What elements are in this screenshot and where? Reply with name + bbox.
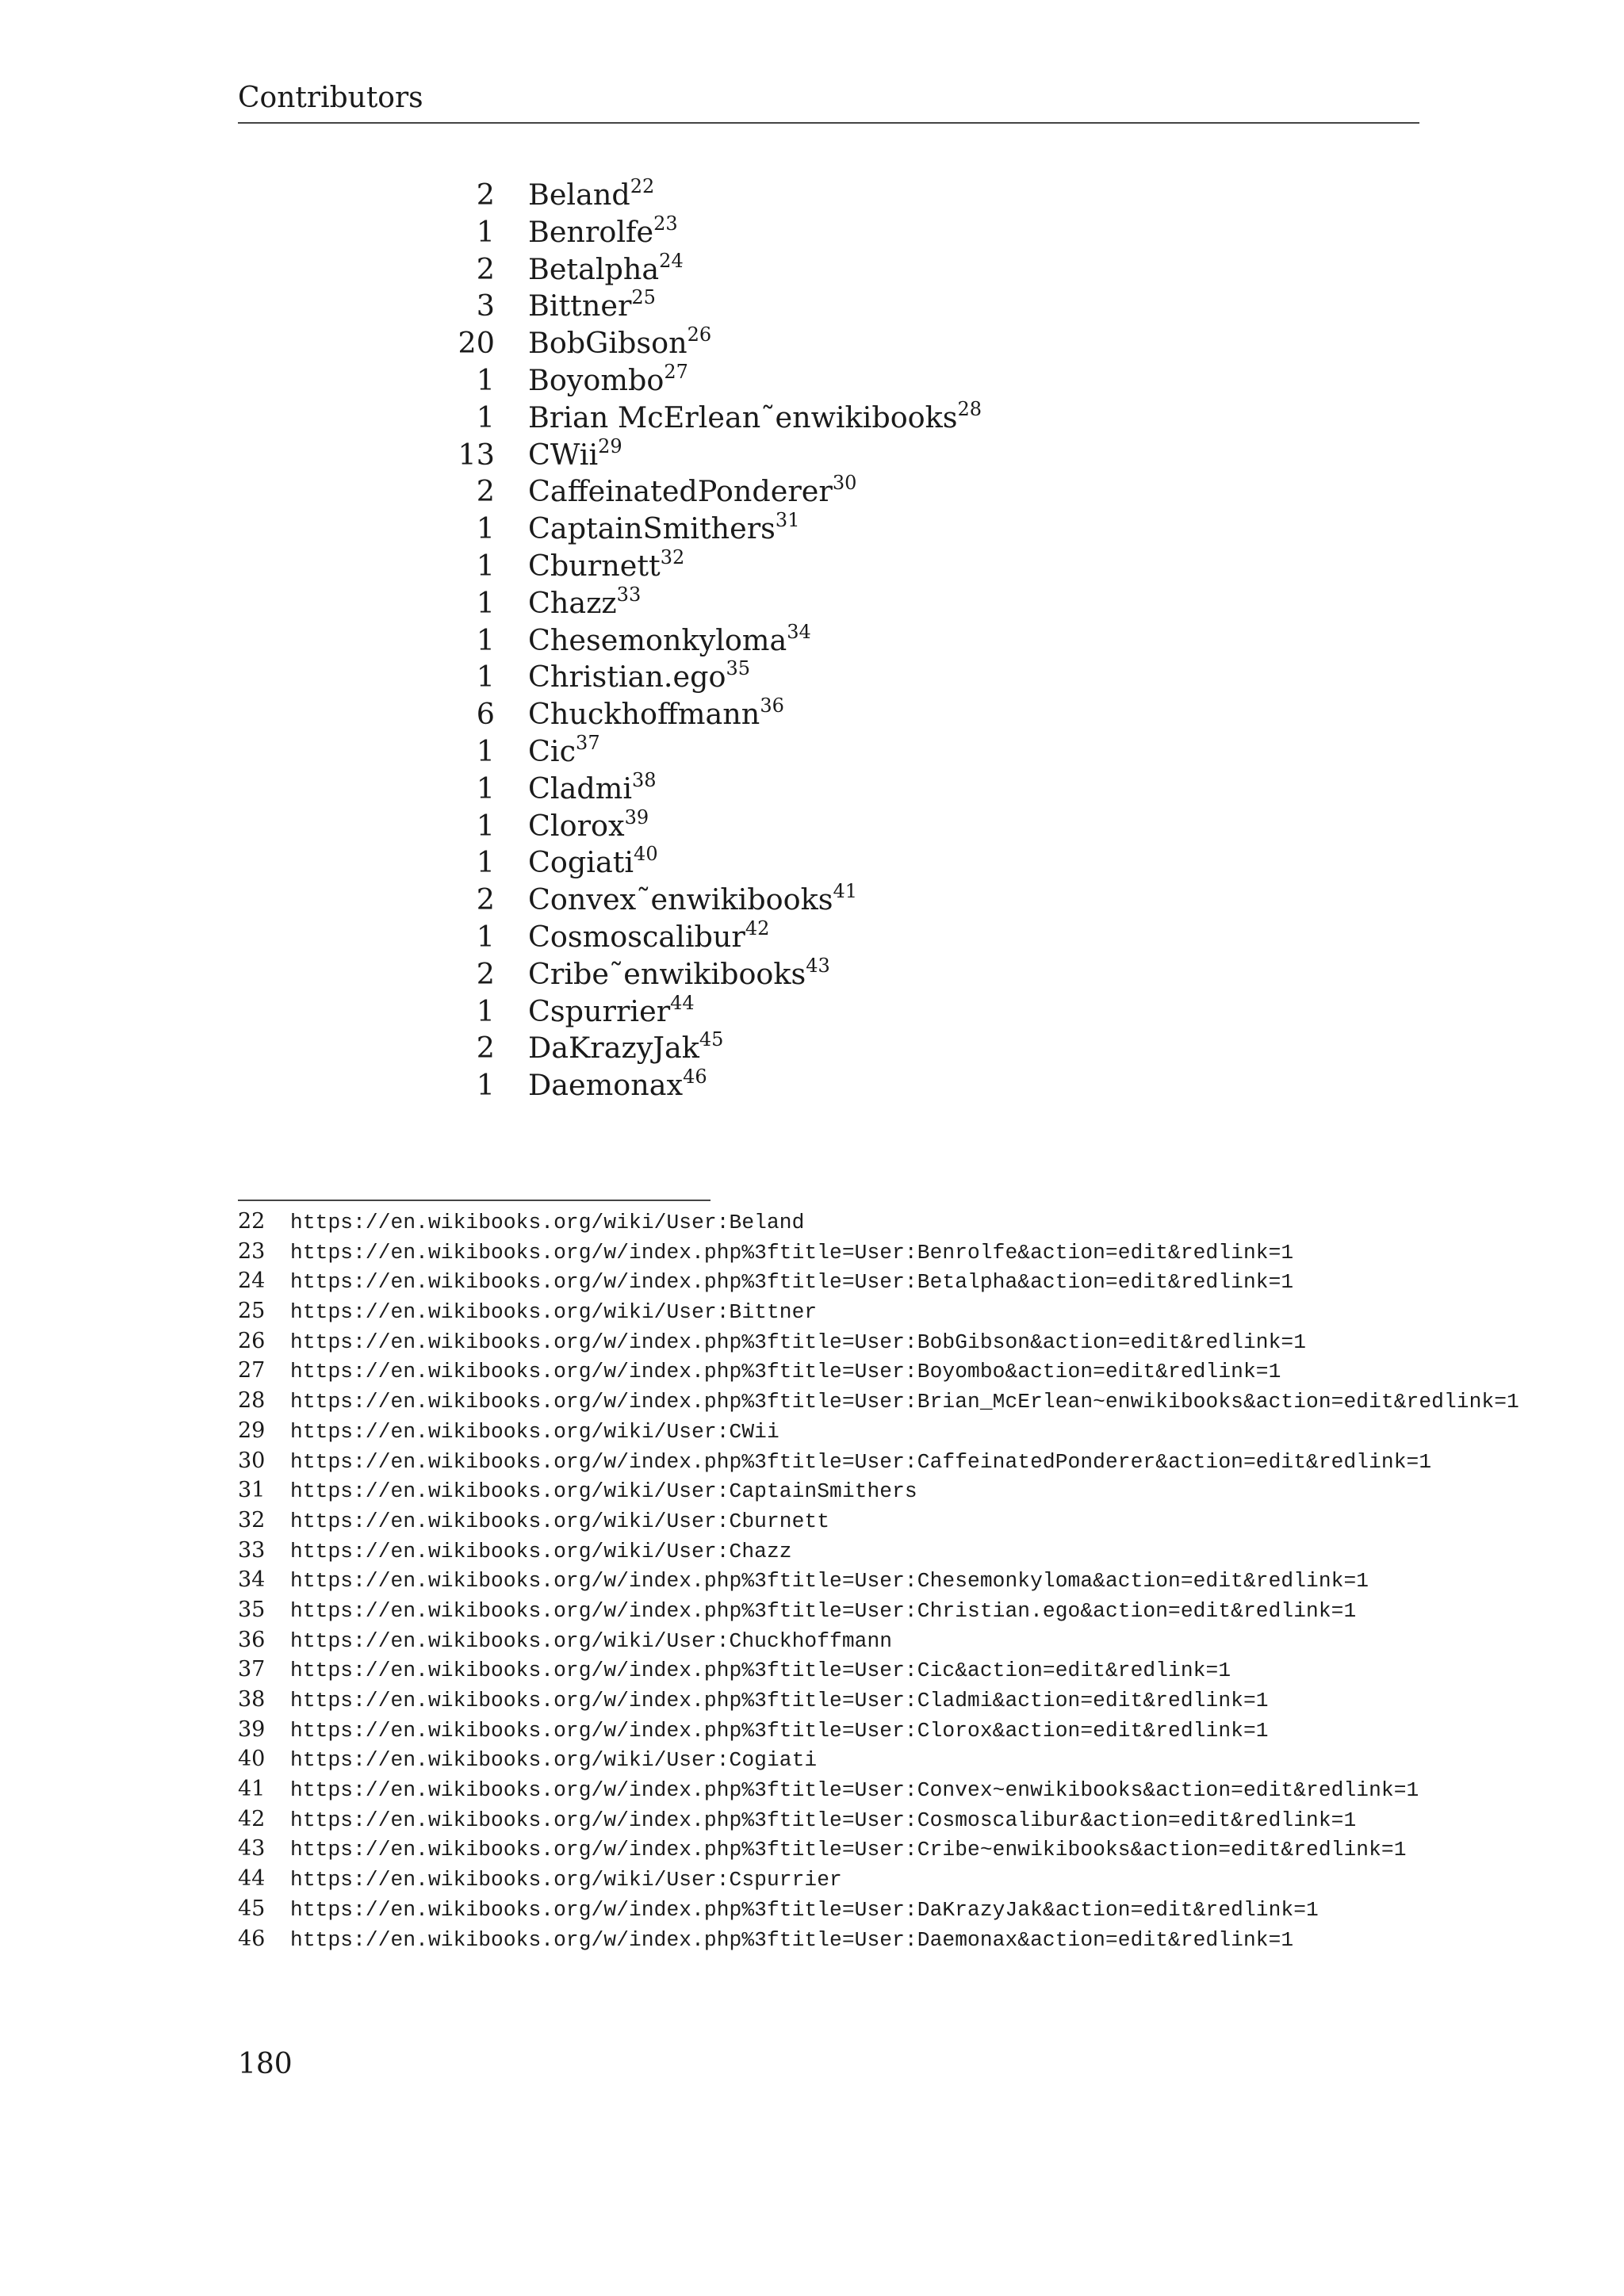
footnote-ref[interactable]: 41 <box>833 880 857 903</box>
contributor-name-text: DaKrazyJak <box>528 1031 699 1066</box>
footnote-row <box>238 1924 1519 1954</box>
contributor-row <box>444 397 982 437</box>
contributor-row <box>444 251 982 289</box>
contributor-name-text: Cosmoscalibur <box>528 919 745 954</box>
footnote-link[interactable]: https://en.wikibooks.org/wiki/User:CWii <box>290 1419 779 1444</box>
footnote-row <box>238 1774 1519 1804</box>
footnote-row <box>238 1744 1519 1774</box>
contributor-name-text: CaffeinatedPonderer <box>528 474 833 509</box>
contributor-row <box>444 511 982 548</box>
footnote-number: 31 <box>238 1478 266 1503</box>
footnote-ref[interactable]: 42 <box>745 916 770 939</box>
footnote-row <box>238 1565 1519 1595</box>
contributor-name-text: CWii <box>528 437 599 472</box>
contributor-name <box>528 397 982 437</box>
footnote-ref[interactable]: 37 <box>576 731 600 754</box>
footnote-ref[interactable]: 29 <box>598 434 622 457</box>
footnote-ref[interactable]: 30 <box>832 472 857 495</box>
contributor-row <box>444 622 982 660</box>
contributor-name <box>528 956 830 993</box>
contributor-name <box>528 882 857 919</box>
footnote-link[interactable]: https://en.wikibooks.org/wiki/User:Chazz <box>290 1539 792 1563</box>
contributor-count: 20 <box>458 326 495 361</box>
contributor-name-text: Cladmi <box>528 771 633 806</box>
contributor-name-text: Convex˜enwikibooks <box>528 882 833 917</box>
contributor-name-text: Cburnett <box>528 548 661 583</box>
footnote-ref[interactable]: 22 <box>630 175 655 197</box>
footnote-number: 40 <box>238 1747 266 1772</box>
footnote-link[interactable]: https://en.wikibooks.org/w/index.php%3ftitle=User:Cosmoscalibur&action=edit&redlink=1 <box>290 1808 1357 1832</box>
footnote-ref[interactable]: 45 <box>699 1028 724 1051</box>
contributor-row <box>444 659 982 696</box>
contributor-name <box>528 1030 723 1067</box>
contributor-count: 1 <box>476 919 495 954</box>
footnote-number: 25 <box>238 1299 266 1324</box>
contributor-row <box>444 325 982 362</box>
footnote-link[interactable]: https://en.wikibooks.org/w/index.php%3ftitle=User:Chesemonkyloma&action=edit&redlink=1 <box>290 1569 1369 1594</box>
contributor-row <box>444 844 982 882</box>
contributor-name-text: Christian.ego <box>528 660 726 695</box>
footnote-link[interactable]: https://en.wikibooks.org/w/index.php%3ftitle=User:Christian.ego&action=edit&redlink=1 <box>290 1598 1357 1623</box>
contributor-row <box>444 696 982 733</box>
contributor-count: 1 <box>476 511 495 546</box>
page-number: 180 <box>238 2048 293 2080</box>
footnote-row <box>238 1207 1519 1237</box>
footnote-ref[interactable]: 32 <box>660 545 685 568</box>
footnote-separator <box>238 1200 710 1201</box>
footnote-number: 22 <box>238 1209 266 1234</box>
footnote-row <box>238 1416 1519 1446</box>
contributor-name <box>528 545 685 585</box>
footnote-ref[interactable]: 33 <box>616 583 642 606</box>
contributor-count: 1 <box>476 400 495 434</box>
footnote-number: 28 <box>238 1388 266 1414</box>
footnote-link[interactable]: https://en.wikibooks.org/wiki/User:Bittner <box>290 1300 818 1325</box>
footnote-ref[interactable]: 38 <box>632 768 657 791</box>
footnote-number: 44 <box>238 1866 266 1892</box>
footnote-row <box>238 1685 1519 1715</box>
contributor-name <box>528 251 684 289</box>
contributor-name-text: Boyombo <box>528 362 665 397</box>
footnote-link[interactable]: https://en.wikibooks.org/w/index.php%3ftitle=User:Convex~enwikibooks&action=edit&redlink=1 <box>290 1778 1419 1803</box>
footnote-row <box>238 1356 1519 1386</box>
footnote-number: 42 <box>238 1806 266 1831</box>
contributor-name <box>528 362 688 400</box>
contributor-row <box>444 177 982 214</box>
contributor-count: 2 <box>476 956 495 991</box>
footnote-number: 35 <box>238 1597 266 1622</box>
footnote-link[interactable]: https://en.wikibooks.org/w/index.php%3ftitle=User:Boyombo&action=edit&redlink=1 <box>290 1360 1281 1384</box>
footnote-number: 29 <box>238 1418 266 1443</box>
footnote-ref[interactable]: 46 <box>683 1066 707 1089</box>
footnote-link[interactable]: https://en.wikibooks.org/w/index.php%3ftitle=User:Cladmi&action=edit&redlink=1 <box>290 1689 1269 1712</box>
footnote-ref[interactable]: 40 <box>634 843 658 866</box>
contributor-name <box>528 288 656 325</box>
contributor-row <box>444 288 982 325</box>
running-header-title: Contributors <box>238 82 423 114</box>
contributor-row <box>444 916 982 956</box>
contributor-name-text: Beland <box>528 178 630 212</box>
contributor-name-text: Chesemonkyloma <box>528 622 787 657</box>
footnote-ref[interactable]: 27 <box>664 360 688 383</box>
footnote-ref[interactable]: 36 <box>760 695 784 718</box>
contributor-name-text: Cogiati <box>528 845 634 880</box>
footnote-number: 36 <box>238 1627 266 1652</box>
contributor-count: 13 <box>458 437 495 472</box>
contributor-name <box>528 325 711 362</box>
footnote-ref[interactable]: 25 <box>631 286 656 309</box>
contributor-count: 2 <box>476 1031 495 1066</box>
footnote-link[interactable]: https://en.wikibooks.org/wiki/User:Chuckhoffmann <box>290 1628 893 1653</box>
footnote-number: 23 <box>238 1238 266 1264</box>
footnote-row <box>238 1386 1519 1416</box>
footnote-number: 38 <box>238 1687 266 1712</box>
footnote-ref[interactable]: 44 <box>670 991 695 1014</box>
contributor-row <box>444 434 982 474</box>
contributor-count: 1 <box>476 808 495 843</box>
footnote-ref[interactable]: 28 <box>957 397 982 420</box>
footnote-row <box>238 1804 1519 1835</box>
contributor-row <box>444 1030 982 1067</box>
contributor-count: 1 <box>476 993 495 1028</box>
contributor-count: 1 <box>476 1068 495 1103</box>
contributor-name <box>528 659 750 696</box>
footnote-row <box>238 1296 1519 1326</box>
footnote-link[interactable]: https://en.wikibooks.org/w/index.php%3ftitle=User:BobGibson&action=edit&redlink=1 <box>290 1330 1307 1354</box>
footnote-link[interactable]: https://en.wikibooks.org/wiki/User:Cspurrier <box>290 1868 842 1892</box>
footnote-row <box>238 1894 1519 1924</box>
footnote-link[interactable]: https://en.wikibooks.org/w/index.php%3ftitle=User:Betalpha&action=edit&redlink=1 <box>290 1270 1294 1295</box>
footnote-row <box>238 1834 1519 1864</box>
footnote-number: 24 <box>238 1269 266 1294</box>
footnote-number: 30 <box>238 1448 266 1473</box>
footnote-number: 46 <box>238 1926 266 1951</box>
footnote-number: 33 <box>238 1537 266 1563</box>
footnote-link[interactable]: https://en.wikibooks.org/w/index.php%3ftitle=User:Benrolfe&action=edit&redlink=1 <box>290 1240 1294 1265</box>
footnote-ref[interactable]: 24 <box>659 249 684 272</box>
contributor-name-text: Daemonax <box>528 1068 684 1103</box>
footnote-row <box>238 1237 1519 1267</box>
contributor-count: 1 <box>476 845 495 880</box>
contributor-name <box>528 1067 707 1104</box>
contributor-name-text: Betalpha <box>528 251 660 286</box>
contributor-name <box>528 916 770 956</box>
contributor-count: 1 <box>476 733 495 768</box>
footnote-number: 26 <box>238 1328 266 1353</box>
footnote-link[interactable]: https://en.wikibooks.org/w/index.php%3ftitle=User:CaffeinatedPonderer&action=edit&redlink=1 <box>290 1449 1432 1474</box>
contributor-name-text: Brian McErlean˜enwikibooks <box>528 400 958 434</box>
footnote-link[interactable]: https://en.wikibooks.org/w/index.php%3ftitle=User:DaKrazyJak&action=edit&redlink=1 <box>290 1897 1319 1922</box>
footnote-number: 45 <box>238 1896 266 1921</box>
footnote-number: 27 <box>238 1358 266 1383</box>
contributor-name <box>528 993 695 1031</box>
contributor-count: 1 <box>476 771 495 806</box>
footnote-row <box>238 1625 1519 1655</box>
footnote-link[interactable]: https://en.wikibooks.org/wiki/User:Beland <box>290 1211 805 1234</box>
contributor-count: 2 <box>476 882 495 917</box>
footnote-ref[interactable]: 43 <box>806 954 830 977</box>
contributor-name <box>528 622 811 660</box>
footnote-link[interactable]: https://en.wikibooks.org/w/index.php%3ftitle=User:Cribe~enwikibooks&action=edit&redlink=1 <box>290 1838 1407 1862</box>
contributor-row <box>444 473 982 511</box>
contributor-name <box>528 733 600 771</box>
footnote-ref[interactable]: 31 <box>775 509 800 532</box>
contributor-row <box>444 882 982 919</box>
contributor-count: 1 <box>476 660 495 695</box>
footnote-row <box>238 1266 1519 1296</box>
contributor-row <box>444 808 982 845</box>
footnote-link[interactable]: https://en.wikibooks.org/w/index.php%3ftitle=User:Cic&action=edit&redlink=1 <box>290 1659 1231 1683</box>
contributor-name <box>528 696 784 733</box>
footnote-number: 37 <box>238 1657 266 1682</box>
contributor-count: 2 <box>476 178 495 212</box>
contributor-row <box>444 733 982 771</box>
contributors-list <box>444 177 982 1104</box>
contributor-count: 1 <box>476 362 495 397</box>
contributor-name <box>528 808 649 845</box>
contributor-name <box>528 434 622 474</box>
footnote-row <box>238 1326 1519 1357</box>
contributor-row <box>444 1067 982 1104</box>
footnote-number: 34 <box>238 1567 266 1593</box>
footnote-ref[interactable]: 34 <box>787 620 811 643</box>
contributor-name <box>528 768 657 808</box>
footnote-row <box>238 1446 1519 1476</box>
contributor-name-text: Chazz <box>528 585 617 620</box>
footnote-row <box>238 1864 1519 1894</box>
footnote-link[interactable]: https://en.wikibooks.org/w/index.php%3ftitle=User:Clorox&action=edit&redlink=1 <box>290 1718 1269 1743</box>
contributor-name <box>528 473 856 511</box>
footnote-link[interactable]: https://en.wikibooks.org/w/index.php%3ftitle=User:Brian_McErlean~enwikibooks&action=edit&redlink=1 <box>290 1390 1519 1414</box>
contributor-count: 1 <box>476 214 495 249</box>
contributor-row <box>444 993 982 1031</box>
footnotes-list <box>238 1207 1519 1954</box>
contributor-row <box>444 585 982 622</box>
footnote-row <box>238 1506 1519 1536</box>
contributor-row <box>444 545 982 585</box>
footnote-number: 41 <box>238 1777 266 1802</box>
footnote-row <box>238 1536 1519 1566</box>
contributor-name <box>528 511 799 548</box>
footnote-number: 43 <box>238 1836 266 1862</box>
contributor-count: 3 <box>476 289 495 323</box>
contributor-name-text: Clorox <box>528 808 625 843</box>
contributor-count: 2 <box>476 251 495 286</box>
contributor-row <box>444 362 982 400</box>
contributor-name <box>528 177 654 214</box>
contributor-count: 1 <box>476 585 495 620</box>
footnote-ref[interactable]: 35 <box>726 657 750 680</box>
contributor-name-text: Bittner <box>528 289 632 323</box>
contributor-name-text: Chuckhoffmann <box>528 697 760 732</box>
contributor-name-text: CaptainSmithers <box>528 511 776 546</box>
running-header <box>238 81 1419 124</box>
contributor-row <box>444 956 982 993</box>
contributor-name-text: Cspurrier <box>528 993 671 1028</box>
footnote-link[interactable]: https://en.wikibooks.org/w/index.php%3ftitle=User:Daemonax&action=edit&redlink=1 <box>290 1927 1294 1952</box>
footnote-number: 39 <box>238 1716 266 1742</box>
footnote-ref[interactable]: 26 <box>687 323 712 346</box>
contributor-count: 1 <box>476 622 495 657</box>
contributor-count: 1 <box>476 548 495 583</box>
contributor-name-text: BobGibson <box>528 326 688 361</box>
footnote-row <box>238 1655 1519 1685</box>
contributor-name-text: Cribe˜enwikibooks <box>528 956 806 991</box>
footnote-row <box>238 1595 1519 1625</box>
contributor-row <box>444 214 982 251</box>
contributor-count: 6 <box>476 697 495 732</box>
contributor-name-text: Cic <box>528 733 576 768</box>
footnote-ref[interactable]: 23 <box>653 212 678 235</box>
contributor-name-text: Benrolfe <box>528 214 654 249</box>
footnote-ref[interactable]: 39 <box>624 806 649 828</box>
contributor-name <box>528 214 678 251</box>
contributor-name <box>528 585 641 622</box>
contributor-row <box>444 768 982 808</box>
footnote-link[interactable]: https://en.wikibooks.org/wiki/User:CaptainSmithers <box>290 1479 917 1504</box>
footnote-row <box>238 1475 1519 1506</box>
footnote-link[interactable]: https://en.wikibooks.org/wiki/User:Cogiati <box>290 1748 818 1773</box>
footnote-link[interactable]: https://en.wikibooks.org/wiki/User:Cburnett <box>290 1509 830 1533</box>
contributor-count: 2 <box>476 474 495 509</box>
footnote-row <box>238 1715 1519 1745</box>
footnote-number: 32 <box>238 1507 266 1533</box>
contributor-name <box>528 844 658 882</box>
